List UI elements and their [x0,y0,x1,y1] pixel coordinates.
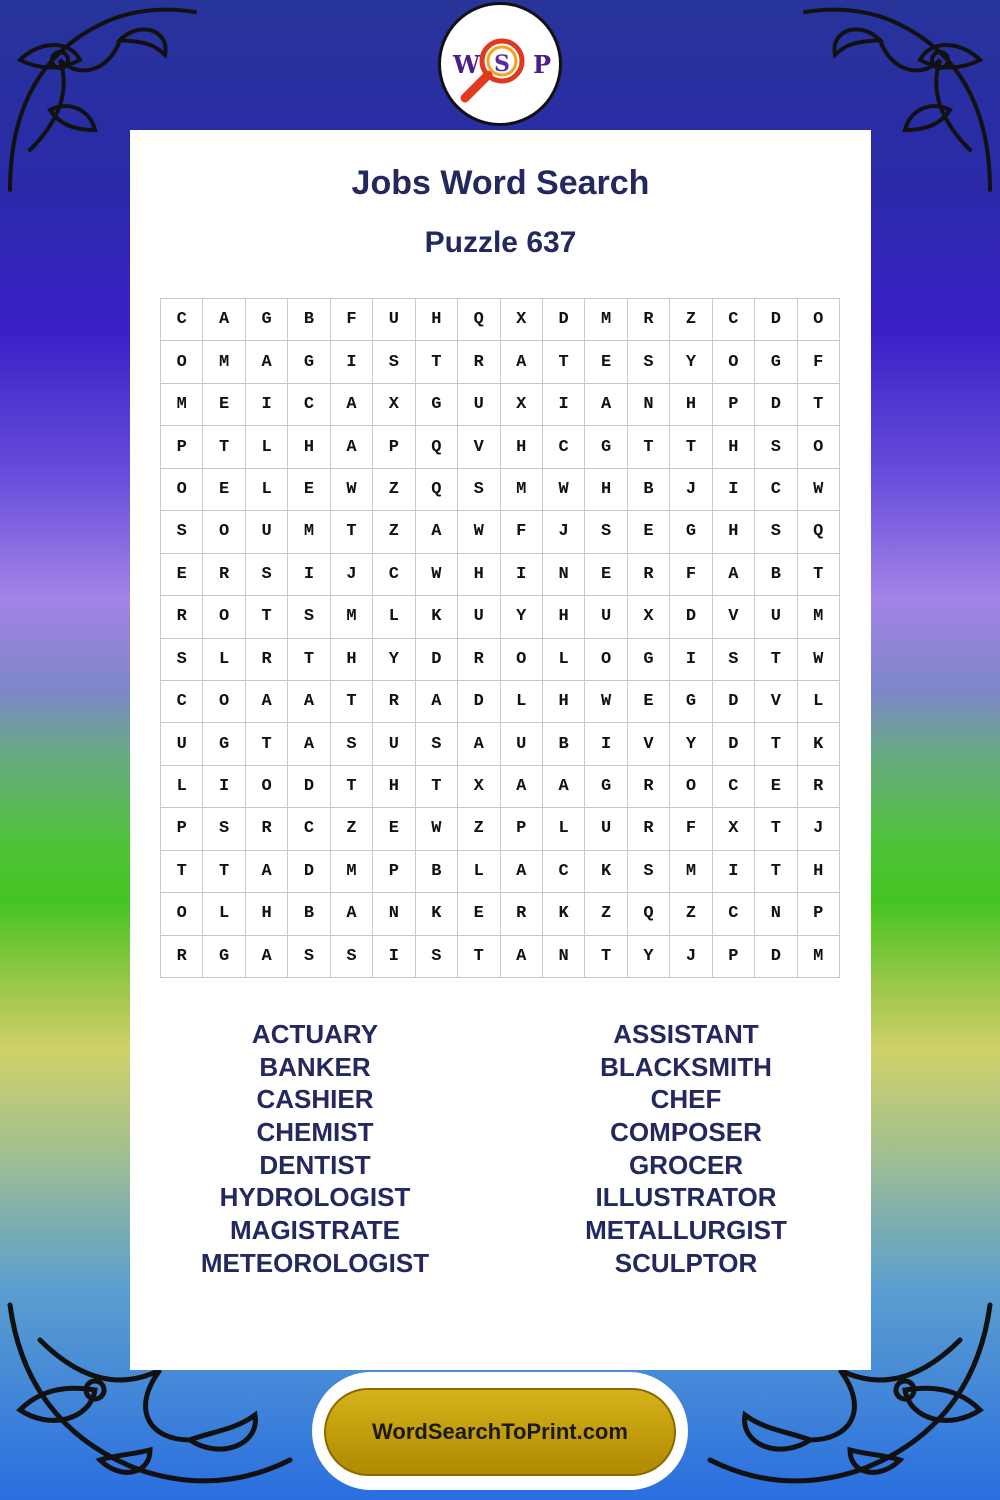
grid-cell[interactable]: E [288,469,330,511]
grid-cell[interactable]: D [713,681,755,723]
puzzle-card [130,130,871,1370]
grid-cell[interactable]: P [713,936,755,978]
grid-cell[interactable]: Z [670,299,712,341]
grid-cell[interactable]: A [331,384,373,426]
grid-cell[interactable]: L [543,639,585,681]
grid-cell[interactable]: T [755,639,797,681]
grid-cell[interactable]: H [331,639,373,681]
grid-cell[interactable]: R [203,554,245,596]
grid-cell[interactable]: C [161,299,203,341]
grid-cell[interactable]: R [628,808,670,850]
grid-cell[interactable]: Y [670,723,712,765]
grid-cell[interactable]: C [713,766,755,808]
word-list-item: METEOROLOGIST [200,1247,430,1278]
grid-cell[interactable]: P [373,426,415,468]
grid-cell[interactable]: E [373,808,415,850]
grid-cell[interactable]: T [628,426,670,468]
grid-cell[interactable]: J [798,808,840,850]
grid-cell[interactable]: E [755,766,797,808]
grid-cell[interactable]: K [585,851,627,893]
grid-cell[interactable]: R [458,639,500,681]
grid-cell[interactable]: D [755,384,797,426]
grid-cell[interactable]: I [670,639,712,681]
grid-cell[interactable]: T [161,851,203,893]
grid-cell[interactable]: O [585,639,627,681]
grid-cell[interactable]: Q [416,469,458,511]
grid-cell[interactable]: E [628,511,670,553]
word-list-item: ACTUARY [251,1019,379,1049]
grid-cell[interactable]: I [713,851,755,893]
grid-cell[interactable]: P [161,426,203,468]
grid-cell[interactable]: A [416,511,458,553]
grid-cell[interactable]: R [246,808,288,850]
grid-cell[interactable]: A [246,936,288,978]
grid-cell[interactable]: E [458,893,500,935]
grid-cell[interactable]: L [798,681,840,723]
grid-cell[interactable]: T [798,384,840,426]
word-list-item: DENTIST [259,1149,371,1180]
grid-cell[interactable]: R [628,766,670,808]
grid-cell[interactable]: T [203,426,245,468]
grid-cell[interactable]: O [161,893,203,935]
grid-cell[interactable]: V [755,681,797,723]
grid-cell[interactable]: N [755,893,797,935]
grid-cell[interactable]: B [543,723,585,765]
grid-cell[interactable]: S [246,554,288,596]
grid-cell[interactable]: L [203,893,245,935]
grid-cell[interactable]: A [501,851,543,893]
grid-cell[interactable]: B [755,554,797,596]
grid-cell[interactable]: A [585,384,627,426]
grid-cell[interactable]: I [713,469,755,511]
grid-cell[interactable]: W [543,469,585,511]
grid-cell[interactable]: U [458,384,500,426]
word-list-item: COMPOSER [610,1117,762,1148]
grid-cell[interactable]: O [670,766,712,808]
word-list-item: CHEF [650,1084,722,1115]
grid-cell[interactable]: E [585,554,627,596]
grid-cell[interactable]: J [670,936,712,978]
grid-cell[interactable]: T [543,341,585,383]
grid-cell[interactable]: X [373,384,415,426]
grid-cell[interactable]: X [458,766,500,808]
grid-cell[interactable]: T [755,723,797,765]
grid-cell[interactable]: T [246,723,288,765]
grid-cell[interactable]: T [755,808,797,850]
grid-cell[interactable]: G [288,341,330,383]
grid-cell[interactable]: L [501,681,543,723]
word-list-item: CASHIER [256,1084,374,1115]
grid-cell[interactable]: O [203,596,245,638]
grid-cell[interactable]: O [203,511,245,553]
grid-cell[interactable]: A [416,681,458,723]
grid-cell[interactable]: C [713,299,755,341]
grid-cell[interactable]: L [246,426,288,468]
grid-cell[interactable]: M [203,341,245,383]
grid-cell[interactable]: E [203,384,245,426]
grid-cell[interactable]: S [755,426,797,468]
grid-cell[interactable]: W [416,554,458,596]
grid-cell[interactable]: C [755,469,797,511]
grid-cell[interactable]: V [458,426,500,468]
grid-cell[interactable]: S [755,511,797,553]
grid-cell[interactable]: S [331,723,373,765]
grid-cell[interactable]: S [416,936,458,978]
grid-cell[interactable]: H [543,596,585,638]
grid-cell[interactable]: G [585,426,627,468]
grid-cell[interactable]: N [543,936,585,978]
grid-cell[interactable]: H [246,893,288,935]
grid-cell[interactable]: I [288,554,330,596]
grid-cell[interactable]: R [246,639,288,681]
grid-cell[interactable]: H [670,384,712,426]
grid-cell[interactable]: M [331,851,373,893]
grid-cell[interactable]: M [331,596,373,638]
grid-cell[interactable]: A [288,723,330,765]
word-list-item: ASSISTANT [613,1019,759,1049]
grid-cell[interactable]: U [585,596,627,638]
grid-cell[interactable]: A [501,766,543,808]
grid-cell[interactable]: D [670,596,712,638]
grid-cell[interactable]: P [161,808,203,850]
grid-cell[interactable]: F [670,554,712,596]
grid-cell[interactable]: B [288,893,330,935]
grid-cell[interactable]: Q [628,893,670,935]
grid-cell[interactable]: C [161,681,203,723]
grid-cell[interactable]: W [798,469,840,511]
grid-cell[interactable]: G [670,511,712,553]
grid-cell[interactable]: L [246,469,288,511]
grid-cell[interactable]: S [628,851,670,893]
grid-cell[interactable]: T [331,681,373,723]
grid-cell[interactable]: C [543,426,585,468]
grid-cell[interactable]: S [713,639,755,681]
grid-cell[interactable]: T [585,936,627,978]
grid-cell[interactable]: N [543,554,585,596]
grid-cell[interactable]: O [203,681,245,723]
grid-cell[interactable]: U [755,596,797,638]
grid-cell[interactable]: V [628,723,670,765]
grid-cell[interactable]: G [246,299,288,341]
grid-cell[interactable]: J [543,511,585,553]
logo-letter-w: W [453,50,480,79]
grid-cell[interactable]: F [501,511,543,553]
grid-cell[interactable]: O [713,341,755,383]
word-list-item: SCULPTOR [614,1247,758,1278]
grid-cell[interactable]: M [288,511,330,553]
grid-cell[interactable]: T [798,554,840,596]
grid-cell[interactable]: Q [798,511,840,553]
grid-cell[interactable]: D [288,851,330,893]
word-list-item: BANKER [259,1051,371,1082]
grid-cell[interactable]: I [246,384,288,426]
word-list-item: BLACKSMITH [600,1051,772,1082]
grid-cell[interactable]: X [501,384,543,426]
grid-cell[interactable]: R [373,681,415,723]
grid-cell[interactable]: Y [670,341,712,383]
logo-letter-p: P [533,50,552,79]
grid-cell[interactable]: L [161,766,203,808]
grid-cell[interactable]: L [458,851,500,893]
grid-cell[interactable]: K [416,893,458,935]
word-list-item: HYDROLOGIST [219,1182,411,1213]
grid-cell[interactable]: O [501,639,543,681]
grid-cell[interactable]: T [246,596,288,638]
grid-cell[interactable]: B [288,299,330,341]
word-list-item: METALLURGIST [585,1215,787,1246]
grid-cell[interactable]: R [161,596,203,638]
grid-cell[interactable]: R [628,299,670,341]
grid-cell[interactable]: A [543,766,585,808]
grid-cell[interactable]: R [161,936,203,978]
grid-cell[interactable]: S [288,936,330,978]
grid-cell[interactable]: I [501,554,543,596]
grid-cell[interactable]: D [543,299,585,341]
word-list-item: ILLUSTRATOR [595,1182,777,1213]
grid-cell[interactable]: K [798,723,840,765]
grid-cell[interactable]: Z [373,469,415,511]
grid-cell[interactable]: I [331,341,373,383]
grid-cell[interactable]: A [246,341,288,383]
grid-cell[interactable]: T [458,936,500,978]
grid-cell[interactable]: W [585,681,627,723]
site-logo[interactable] [438,2,562,126]
grid-cell[interactable]: R [798,766,840,808]
grid-cell[interactable]: A [246,851,288,893]
grid-cell[interactable]: H [373,766,415,808]
grid-cell[interactable]: S [161,639,203,681]
grid-cell[interactable]: Y [628,936,670,978]
grid-cell[interactable]: G [416,384,458,426]
page-title: Jobs Word Search [351,164,650,202]
grid-cell[interactable]: A [331,893,373,935]
grid-cell[interactable]: L [203,639,245,681]
grid-cell[interactable]: H [416,299,458,341]
grid-cell[interactable]: S [458,469,500,511]
grid-cell[interactable]: P [373,851,415,893]
grid-cell[interactable]: H [798,851,840,893]
grid-cell[interactable]: I [203,766,245,808]
grid-cell[interactable]: H [458,554,500,596]
grid-cell[interactable]: A [713,554,755,596]
grid-cell[interactable]: A [331,426,373,468]
grid-cell[interactable]: Z [458,808,500,850]
grid-cell[interactable]: T [203,851,245,893]
grid-cell[interactable]: E [161,554,203,596]
grid-cell[interactable]: F [798,341,840,383]
grid-cell[interactable]: S [416,723,458,765]
grid-cell[interactable]: R [458,341,500,383]
grid-cell[interactable]: U [246,511,288,553]
grid-cell[interactable]: J [331,554,373,596]
grid-cell[interactable]: X [713,808,755,850]
grid-cell[interactable]: O [161,341,203,383]
grid-cell[interactable]: C [288,384,330,426]
grid-cell[interactable]: K [543,893,585,935]
grid-cell[interactable]: H [585,469,627,511]
grid-cell[interactable]: W [331,469,373,511]
grid-cell[interactable]: M [501,469,543,511]
grid-cell[interactable]: U [373,723,415,765]
word-list-item: MAGISTRATE [230,1215,400,1246]
grid-cell[interactable]: N [628,384,670,426]
grid-cell[interactable]: T [331,511,373,553]
grid-cell[interactable]: T [288,639,330,681]
grid-cell[interactable]: E [203,469,245,511]
grid-cell[interactable]: M [585,299,627,341]
grid-cell[interactable]: W [798,639,840,681]
grid-cell[interactable]: N [373,893,415,935]
grid-cell[interactable]: Z [373,511,415,553]
grid-cell[interactable]: A [501,341,543,383]
word-list-item: CHEMIST [256,1117,374,1148]
grid-cell[interactable]: S [161,511,203,553]
grid-cell[interactable]: U [501,723,543,765]
word-list-right [501,1018,871,1280]
grid-cell[interactable]: U [161,723,203,765]
grid-cell[interactable]: B [628,469,670,511]
grid-cell[interactable]: D [458,681,500,723]
grid-cell[interactable]: M [670,851,712,893]
grid-cell[interactable]: M [798,936,840,978]
grid-cell[interactable]: F [670,808,712,850]
grid-cell[interactable]: R [628,554,670,596]
grid-cell[interactable]: P [798,893,840,935]
grid-cell[interactable]: U [458,596,500,638]
grid-cell[interactable]: H [713,426,755,468]
grid-cell[interactable]: V [713,596,755,638]
grid-cell[interactable]: Z [585,893,627,935]
grid-cell[interactable]: H [543,681,585,723]
grid-cell[interactable]: S [373,341,415,383]
grid-cell[interactable]: O [798,299,840,341]
grid-cell[interactable]: P [713,384,755,426]
grid-cell[interactable]: S [203,808,245,850]
grid-cell[interactable]: S [288,596,330,638]
grid-cell[interactable]: B [416,851,458,893]
grid-cell[interactable]: T [670,426,712,468]
grid-cell[interactable]: T [416,766,458,808]
grid-cell[interactable]: O [161,469,203,511]
grid-cell[interactable]: H [288,426,330,468]
grid-cell[interactable]: C [543,851,585,893]
grid-cell[interactable]: D [416,639,458,681]
grid-cell[interactable]: E [628,681,670,723]
grid-cell[interactable]: T [755,851,797,893]
grid-cell[interactable]: Z [670,893,712,935]
grid-cell[interactable]: F [331,299,373,341]
grid-cell[interactable]: G [628,639,670,681]
grid-cell[interactable]: I [585,723,627,765]
grid-cell[interactable]: M [161,384,203,426]
grid-cell[interactable]: P [501,808,543,850]
grid-cell[interactable]: G [670,681,712,723]
grid-cell[interactable]: A [501,936,543,978]
grid-cell[interactable]: A [288,681,330,723]
grid-cell[interactable]: W [458,511,500,553]
word-list-item: GROCER [628,1149,744,1180]
site-link[interactable]: WordSearchToPrint.com [324,1388,676,1476]
grid-cell[interactable]: T [416,341,458,383]
grid-cell[interactable]: C [713,893,755,935]
grid-cell[interactable]: S [585,511,627,553]
grid-cell[interactable]: W [416,808,458,850]
grid-cell[interactable]: M [798,596,840,638]
grid-cell[interactable]: L [373,596,415,638]
grid-cell[interactable]: D [288,766,330,808]
grid-cell[interactable]: H [501,426,543,468]
grid-cell[interactable]: I [543,384,585,426]
grid-cell[interactable]: X [501,299,543,341]
grid-cell[interactable]: E [585,341,627,383]
puzzle-number: Puzzle 637 [424,226,577,259]
grid-cell[interactable]: G [585,766,627,808]
grid-cell[interactable]: C [288,808,330,850]
grid-cell[interactable]: A [246,681,288,723]
grid-cell[interactable]: D [755,299,797,341]
grid-cell[interactable]: Q [458,299,500,341]
grid-cell[interactable]: R [501,893,543,935]
word-list-left [130,1018,500,1280]
grid-cell[interactable]: D [755,936,797,978]
grid-cell[interactable]: X [628,596,670,638]
grid-cell[interactable]: A [203,299,245,341]
grid-cell[interactable]: L [543,808,585,850]
grid-cell[interactable]: I [373,936,415,978]
grid-cell[interactable]: Y [501,596,543,638]
grid-cell[interactable]: H [713,511,755,553]
grid-cell[interactable]: U [585,808,627,850]
grid-cell[interactable]: C [373,554,415,596]
grid-cell[interactable]: J [670,469,712,511]
grid-cell[interactable]: T [331,766,373,808]
grid-cell[interactable]: U [373,299,415,341]
grid-cell[interactable]: G [203,936,245,978]
grid-cell[interactable]: G [203,723,245,765]
logo-letter-s: S [494,51,510,77]
grid-cell[interactable]: S [331,936,373,978]
grid-cell[interactable]: G [755,341,797,383]
grid-cell[interactable]: O [246,766,288,808]
grid-cell[interactable]: O [798,426,840,468]
letter-grid[interactable] [160,298,840,978]
grid-cell[interactable]: A [458,723,500,765]
grid-cell[interactable]: K [416,596,458,638]
grid-cell[interactable]: Y [373,639,415,681]
grid-cell[interactable]: Q [416,426,458,468]
grid-cell[interactable]: S [628,341,670,383]
grid-cell[interactable]: D [713,723,755,765]
grid-cell[interactable]: Z [331,808,373,850]
